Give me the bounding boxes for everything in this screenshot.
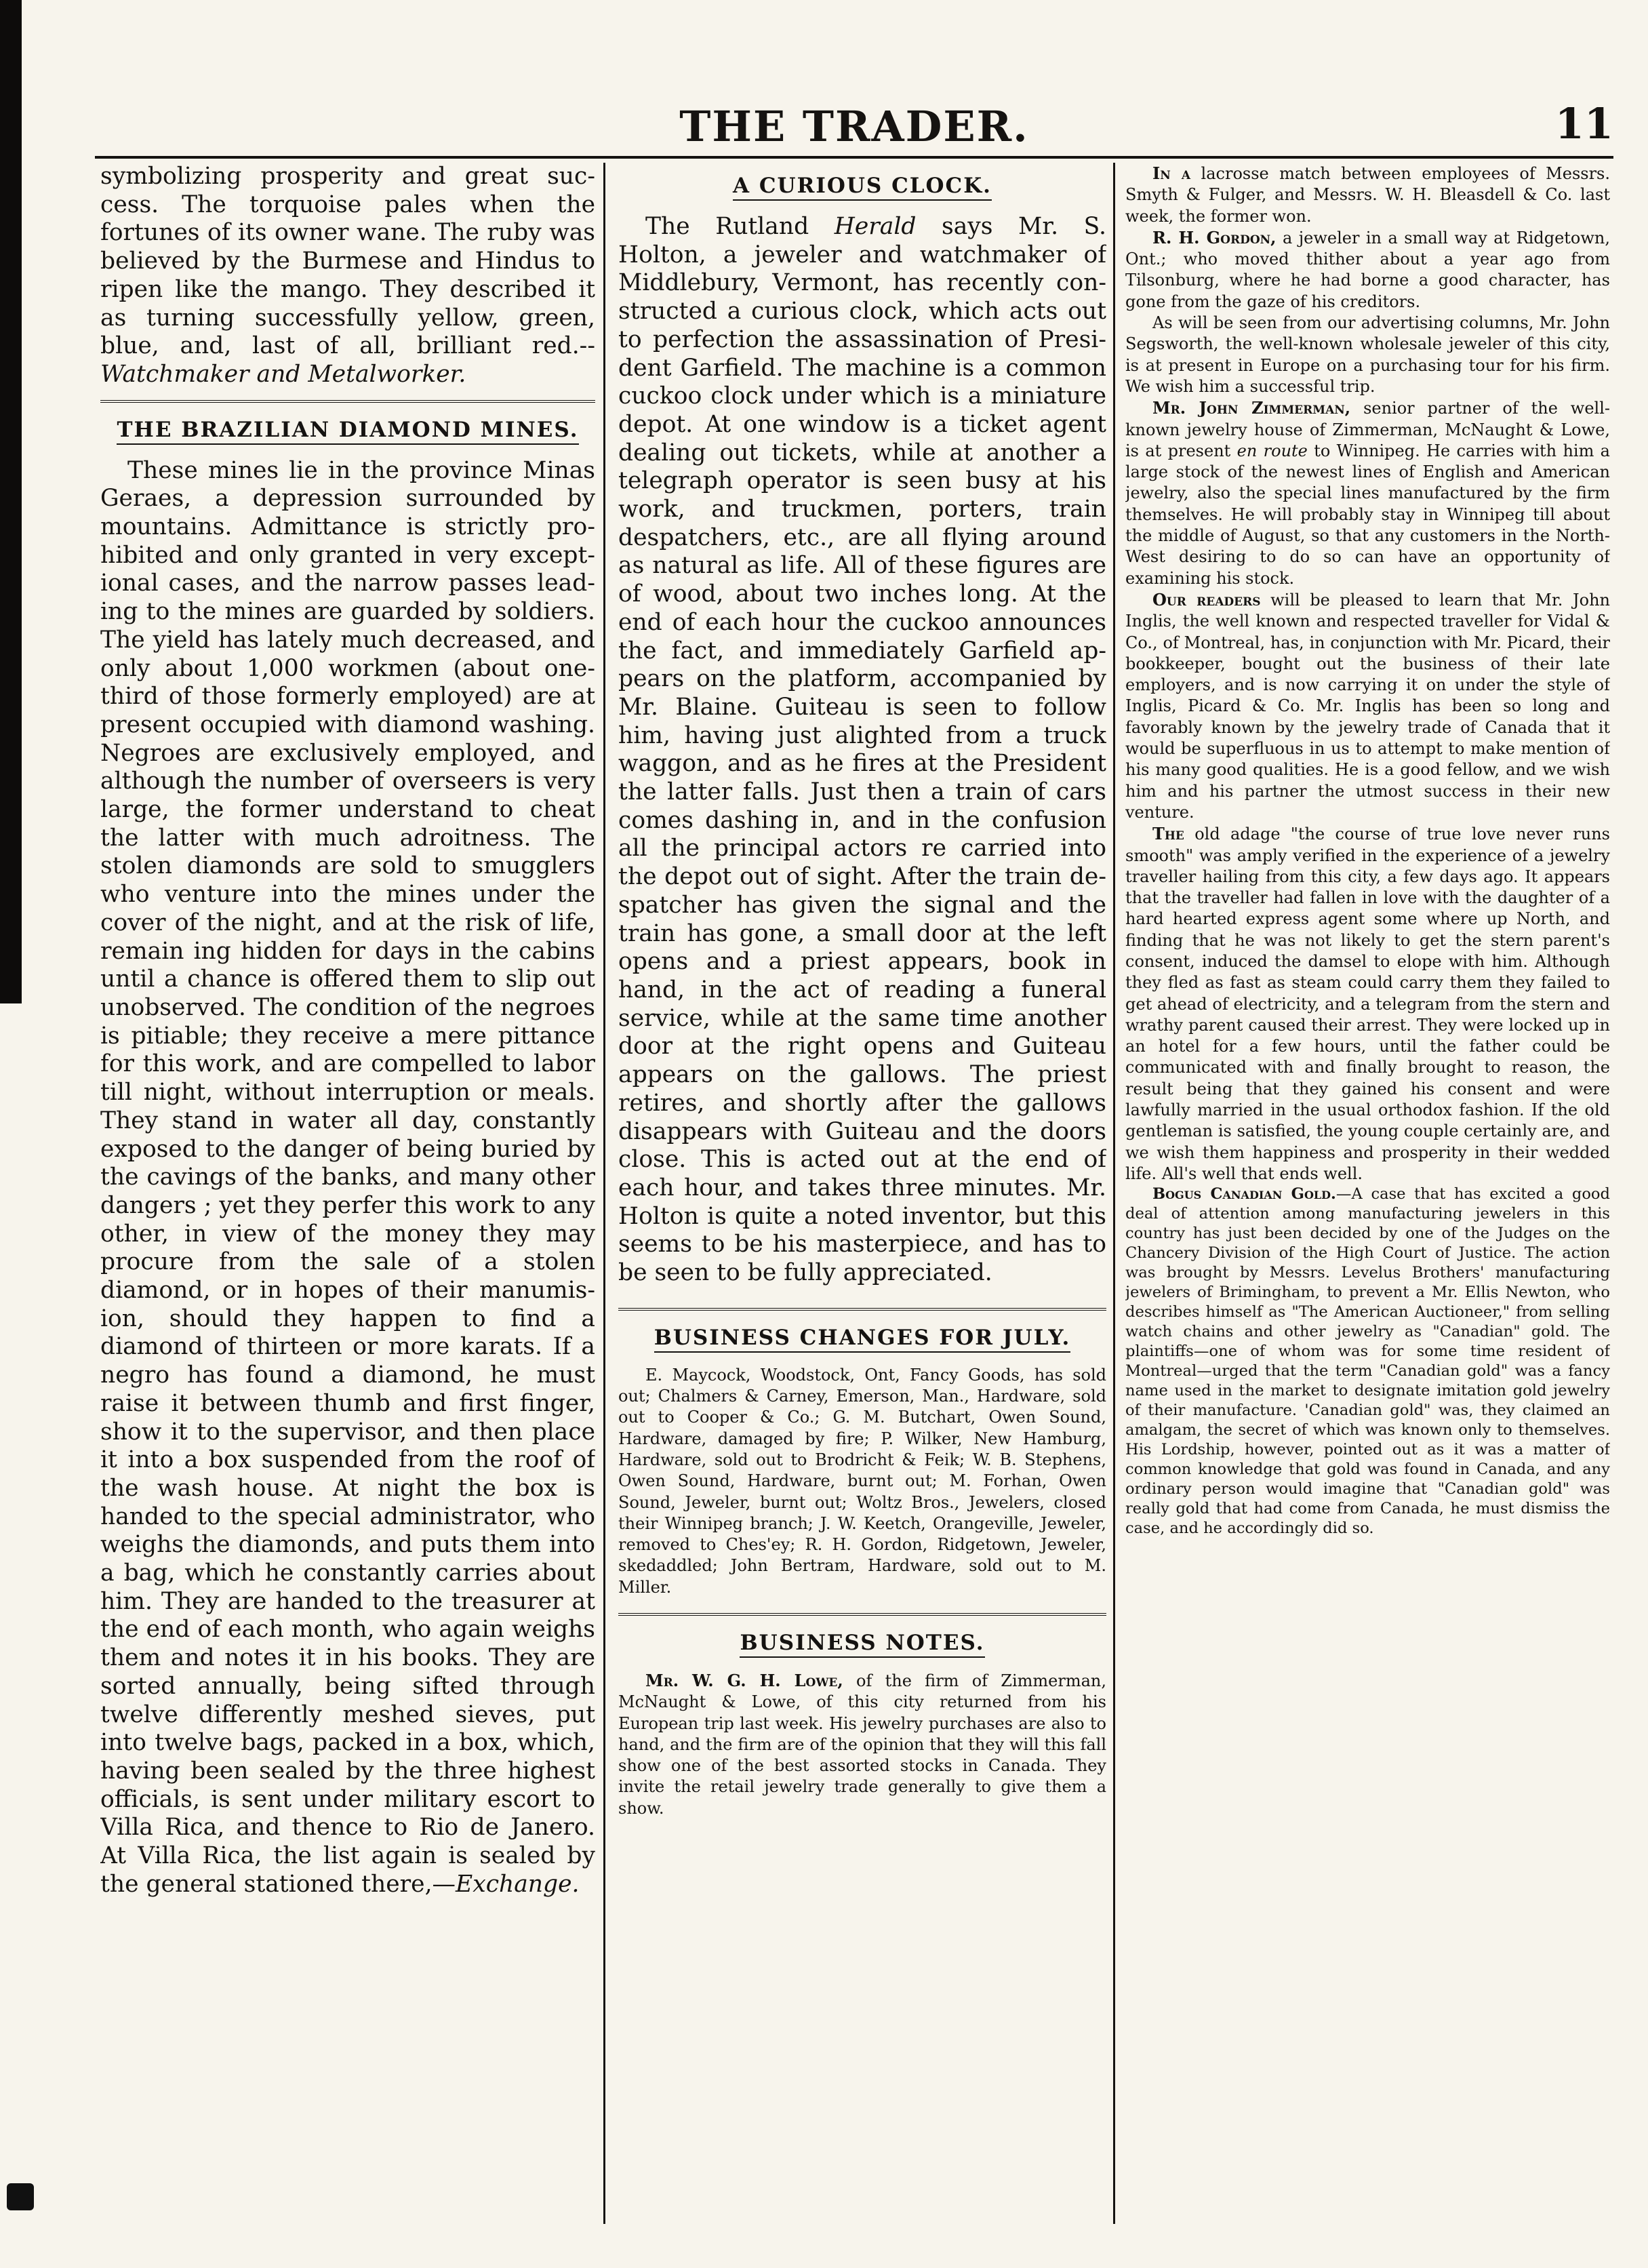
- brazil-article: [100, 457, 595, 1899]
- page-header: [95, 99, 1613, 159]
- segsworth-note: As will be seen from our advertising columns, Mr. John Segsworth, the well-known wholesale jeweler of this city, is at present in Europe on a purchasing tour for his firm. We wish him a successful trip.: [1125, 313, 1610, 396]
- gordon-note: [1125, 227, 1610, 313]
- ink-blot: [7, 2183, 34, 2210]
- page-number: 11: [1554, 99, 1613, 148]
- notes-lead: Mr. W. G. H. Lowe,: [645, 1670, 843, 1690]
- zimmerman-body-b: to Winnipeg. He carries with him a large stock of the newest lines of English and American jewelry, also the special lines manufactured by the firm themselves. He will probably stay in Winnipeg till about the middle of August, so that any customers in the North-West desiring to do so can have an opportunity of examining his stock.: [1125, 441, 1610, 588]
- brazil-body: These mines lie in the province Minas Geraes, a depression surrounded by mountains. Admittance is strictly prohibited and only granted in very exceptional cases, and the narrow passes leading to the mines are guarded by soldiers. The yield has lately much decreased, and only about 1,000 workmen (about one-third of those formerly employed) are at present occupied with diamond washing. Negroes are exclusively employed, and although the number of overseers is very large, the former understand to cheat the latter with much adroitness. The stolen diamonds are sold to smugglers who venture into the mines under the cover of the night, and at the risk of life, remain ing hidden for days in the cabins until a chance is offered them to slip out unobserved. The condition of the negroes is pitiable; they receive a mere pittance for this work, and are compelled to labor till night, without interruption or meals. They stand in water all day, constantly exposed to the danger of being buried by the cavings of the banks, and many other dangers ; yet they perfer this work to any other, in view of the money they may procure from the sale of a stolen diamond, or in hopes of their manumision, should they happen to find a diamond of thirteen or more karats. If a negro has found a diamond, he must raise it between thumb and first finger, show it to the supervisor, and then place it into a box suspended from the roof of the wash house. At night the box is handed to the special administrator, who weighs the diamonds, and puts them into a bag, which he constantly carries about him. They are handed to the treasurer at the end of each month, who again weighs them and notes it in his books. They are sorted annually, being sifted through twelve differently meshed sieves, put into twelve bags, packed in a box, which, having been sealed by the three highest officials, is sent under military escort to Villa Rica, and thence to Rio de Janero. At Villa Rica, the list again is sealed by the general stationed there,—: [100, 456, 595, 1898]
- zimmerman-body-a: senior partner of the well-known jewelry house of Zimmerman, McNaught & Lowe, is at present: [1125, 399, 1610, 460]
- clock-heading-text: A CURIOUS CLOCK.: [733, 174, 992, 201]
- continued-source: Watchmaker and Metalworker.: [100, 360, 466, 388]
- true-love-body: old adage "the course of true love never runs smooth" was amply verified in the experience of a jewelry traveller hailing from this city, a few days ago. It appears that the traveller had fallen in love with the daughter of a hard hearted express agent some where up North, and finding that he was not likely to get the stern parent's consent, induced the damsel to elope with him. Although they fled as fast as steam could carry them they failed to get ahead of electricity, and a telegram from the stern and wrathy parent caused their arrest. They were locked up in an hotel for a few hours, until the father could be communicated with and finally brought to reason, the result being that they gained his consent and were lawfully married in the usual orthodox fashion. If the old gentleman is satisfied, the young couple certainly are, and we wish them happiness and prosperity in their wedded life. All's well that ends well.: [1125, 824, 1610, 1183]
- column-3: [1125, 163, 1610, 2224]
- lacrosse-note: [1125, 163, 1610, 227]
- inglis-note: [1125, 589, 1610, 823]
- brazil-heading-text: THE BRAZILIAN DIAMOND MINES.: [117, 418, 578, 445]
- zimmerman-italic: en route: [1237, 441, 1308, 460]
- column-2: [618, 163, 1106, 2224]
- clock-text-a: The Rutland: [645, 213, 835, 240]
- column-1: [100, 163, 595, 2224]
- lacrosse-lead: In a: [1152, 163, 1191, 183]
- inglis-body: will be pleased to learn that Mr. John Inglis, the well known and respected traveller for Vidal & Co., of Montreal, has, in conjunction with Mr. Picard, their bookkeeper, bought out the business of their late employers, and is now carrying it on under the style of Inglis, Picard & Co. Mr. Inglis has been so long and favorably known by the jewelry trade of Canada that it would be superfluous in us to attempt to make mention of his many good qualities. He is a good fellow, and we wish him and his partner the utmost success in their new venture.: [1125, 590, 1610, 822]
- clock-article: [618, 213, 1106, 1288]
- column-rule-2: [1113, 163, 1115, 2224]
- continued-text: symbolizing prosperity and great success. The torquoise pales when the fortunes of its owner wane. The ruby was believed by the Burmese and Hindus to ripen like the mango. They described it as turning successfully yellow, green, blue, and, last of all, brilliant red.--: [100, 163, 595, 360]
- bogus-gold-note: [1125, 1185, 1610, 1538]
- column-rule-1: [603, 163, 605, 2224]
- notes-heading-text: BUSINESS NOTES.: [740, 1631, 984, 1658]
- changes-heading: [618, 1308, 1106, 1350]
- true-love-lead: The: [1152, 824, 1184, 844]
- zimmerman-lead: Mr. John Zimmerman,: [1152, 398, 1351, 418]
- clock-text-b: says Mr. S. Holton, a jeweler and watchmaker of Middlebury, Vermont, has recently constructed a curious clock, which acts out to perfection the assassination of President Garfield. The machine is a common cuckoo clock under which is a miniature depot. At one window is a ticket agent dealing out tickets, while at another a telegraph operator is seen busy at his work, and truckmen, porters, train despatchers, etc., are all flying around as natural as life. All of these figures are of wood, about two inches long. At the end of each hour the cuckoo announces the fact, and immediately Garfield appears on the platform, accompanied by Mr. Blaine. Guiteau is seen to follow him, having just alighted from a truck waggon, and as he fires at the President the latter falls. Just then a train of cars comes dashing in, and in the confusion all the principal actors re carried into the depot out of sight. After the train despatcher has given the signal and the train has gone, a small door at the left opens and a priest appears, book in hand, in the act of reading a funeral service, while at the same time another door at the right opens and Guiteau appears on the gallows. The priest retires, and shortly after the gallows disappears with Guiteau and the doors close. This is acted out at the end of each hour, and takes three minutes. Mr. Holton is quite a noted inventor, but this seems to be his masterpiece, and has to be seen to be fully appreciated.: [618, 213, 1106, 1287]
- clock-heading: [618, 174, 1106, 198]
- changes-article: E. Maycock, Woodstock, Ont, Fancy Goods, has sold out; Chalmers & Carney, Emerson, Man., Hardware, sold out to Cooper & Co.; G. M. Butchart, Owen Sound, Hardware, damaged by fire; P. Wilker, New Hamburg, Hardware, sold out to Brodricht & Feik; W. B. Stephens, Owen Sound, Hardware, burnt out; M. Forhan, Owen Sound, Jeweler, burnt out; Woltz Bros., Jewelers, closed their Winnipeg branch; J. W. Keetch, Orangeville, Jeweler, removed to Ches'ey; R. H. Gordon, Ridgetown, Jeweler, skedaddled; John Bertram, Hardware, sold out to M. Miller.: [618, 1365, 1106, 1597]
- binding-edge: [0, 0, 22, 1003]
- true-love-note: [1125, 823, 1610, 1185]
- newspaper-title: THE TRADER.: [679, 102, 1029, 151]
- zimmerman-note: [1125, 397, 1610, 589]
- bogus-gold-lead: Bogus Canadian Gold.: [1152, 1185, 1336, 1203]
- gordon-body: a jeweler in a small way at Ridgetown, Ont.; who moved thither about a year ago from Tilsonburg, where he had borne a good character, has gone from the gaze of his creditors.: [1125, 228, 1610, 311]
- notes-heading: [618, 1613, 1106, 1655]
- gordon-lead: R. H. Gordon,: [1152, 227, 1277, 247]
- notes-body: of the firm of Zimmerman, McNaught & Lowe, of this city returned from his European trip last week. His jewelry purchases are also to hand, and the firm are of the opinion that they will this fall show one of the best assorted stocks in Canada. They invite the retail jewelry trade generally to give them a show.: [618, 1671, 1106, 1818]
- notes-article: [618, 1670, 1106, 1819]
- bogus-gold-body: —A case that has excited a good deal of attention among manufacturing jewelers in this country has just been decided by one of the Judges on the Chancery Division of the High Court of Justice. The action was brought by Messrs. Levelus Brothers' manufacturing jewelers of Brimingham, to prevent a Mr. Ellis Newton, who describes himself as "The American Auctioneer," from selling watch chains and other jewelry as "Canadian" gold. The plaintiffs—one of whom was for some time resident of Montreal—urged that the term "Canadian gold" was a fancy name used in the market to designate imitation gold jewelry of their manufacture. 'Canadian gold" was, they claimed an amalgam, the secret of which was known only to themselves. His Lordship, however, pointed out as it was a matter of common knowledge that gold was found in Canada, and any ordinary person would imagine that "Canadian gold" was really gold that had come from Canada, he must dismiss the case, and he accordingly did so.: [1125, 1185, 1610, 1538]
- brazil-heading: [100, 400, 595, 442]
- inglis-lead: Our readers: [1152, 589, 1261, 610]
- clock-herald: Herald: [834, 213, 917, 240]
- lacrosse-body: lacrosse match between employees of Messrs. Smyth & Fulger, and Messrs. W. H. Bleasdell & Co. last week, the former won.: [1125, 164, 1610, 226]
- changes-heading-text: BUSINESS CHANGES FOR JULY.: [654, 1326, 1071, 1353]
- continued-paragraph: [100, 163, 595, 389]
- brazil-source: Exchange.: [456, 1870, 580, 1898]
